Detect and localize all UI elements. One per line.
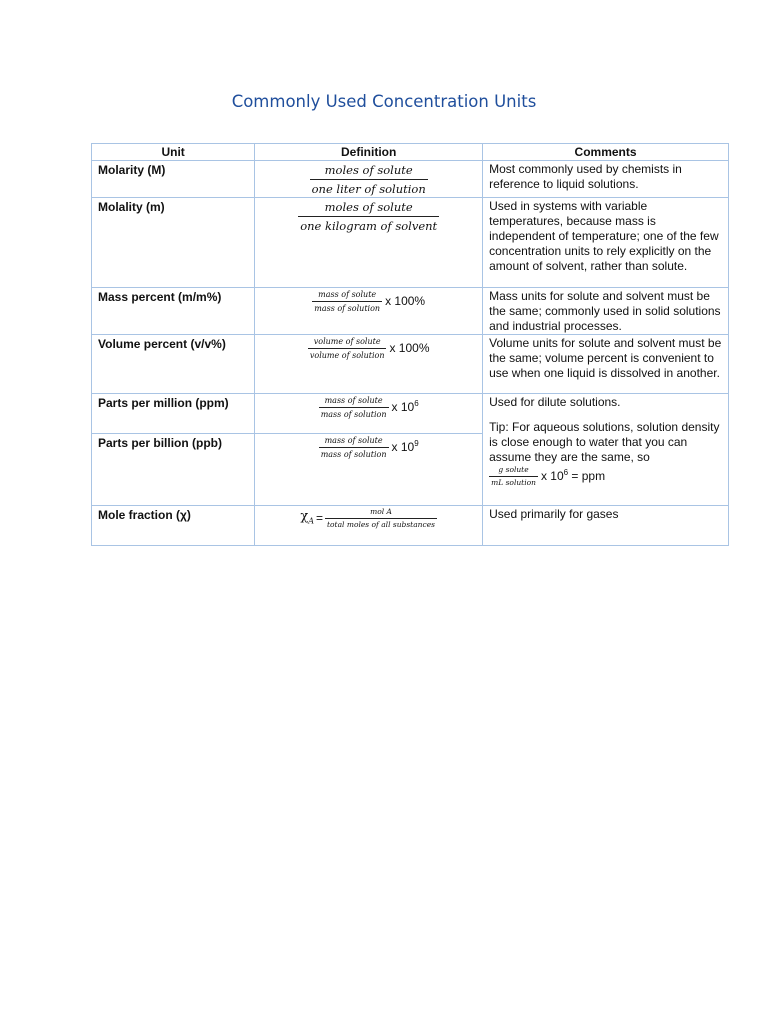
denominator: mL solution	[491, 478, 536, 487]
multiplier-base: x 10	[391, 400, 415, 414]
chi-subscript: A	[308, 516, 315, 526]
comment-cell	[483, 394, 729, 506]
tip-fraction	[489, 465, 538, 488]
unit-cell: Mole fraction (χ)	[92, 506, 255, 546]
unit-cell: Parts per billion (ppb)	[92, 434, 255, 506]
numerator: moles of solute	[310, 162, 428, 180]
definition-cell	[255, 394, 483, 434]
formula-multiplier	[392, 440, 419, 454]
numerator: moles of solute	[298, 199, 439, 217]
denominator: volume of solution	[309, 351, 385, 360]
tip-multiplier	[541, 469, 605, 483]
tip-text: Tip: For aqueous solutions, solution density is close enough to water that you can assume they are the same, so	[489, 420, 720, 464]
denominator: mass of solution	[320, 450, 387, 459]
numerator: g solute	[489, 465, 538, 477]
numerator: mol A	[325, 507, 437, 519]
comment-cell: Most commonly used by chemists in reference to liquid solutions.	[483, 161, 729, 198]
denominator: total moles of all substances	[327, 520, 435, 529]
denominator: mass of solution	[314, 304, 381, 313]
header-unit: Unit	[92, 144, 255, 161]
numerator: volume of solute	[308, 336, 387, 349]
table-header-row	[92, 144, 729, 161]
unit-cell: Parts per million (ppm)	[92, 394, 255, 434]
ppm-formula	[319, 395, 389, 420]
mole-fraction-formula	[325, 507, 437, 530]
table-row-molarity	[92, 161, 729, 198]
comment-cell: Used primarily for gases	[483, 506, 729, 546]
concentration-units-table	[91, 143, 729, 546]
multiplier-base: x 10	[540, 469, 564, 483]
table-row-mass-percent	[92, 288, 729, 335]
comment-cell: Used in systems with variable temperatures, because mass is independent of temperature; one of the few concentration units to rely explicitly on the amount of solvent, rather than solute.	[483, 198, 729, 288]
table-row-volume-percent	[92, 335, 729, 394]
numerator: mass of solute	[312, 289, 382, 302]
unit-cell: Molality (m)	[92, 198, 255, 288]
definition-cell	[255, 335, 483, 394]
unit-cell: Mass percent (m/m%)	[92, 288, 255, 335]
table-row-molality	[92, 198, 729, 288]
ppb-formula	[319, 435, 389, 460]
denominator: mass of solution	[320, 410, 387, 419]
chi-letter: χ	[300, 508, 309, 524]
definition-cell	[255, 288, 483, 335]
numerator: mass of solute	[319, 395, 389, 408]
definition-cell	[255, 434, 483, 506]
denominator: one kilogram of solvent	[300, 219, 438, 233]
spacer	[489, 410, 722, 420]
multiplier-base: x 10	[391, 440, 415, 454]
unit-cell: Volume percent (v/v%)	[92, 335, 255, 394]
comment-cell: Mass units for solute and solvent must be the same; commonly used in solid solutions and industrial processes.	[483, 288, 729, 335]
page-title: Commonly Used Concentration Units	[231, 92, 537, 111]
formula-multiplier: x 100%	[389, 341, 430, 355]
formula-multiplier	[392, 400, 419, 414]
denominator: one liter of solution	[311, 182, 426, 196]
table-row-mole-fraction	[92, 506, 729, 546]
exponent: 6	[563, 468, 569, 477]
unit-cell: Molarity (M)	[92, 161, 255, 198]
table-row-ppm	[92, 394, 729, 434]
molarity-formula	[310, 162, 428, 197]
header-comments: Comments	[483, 144, 729, 161]
numerator: mass of solute	[319, 435, 389, 448]
exponent: 9	[414, 439, 419, 448]
molality-formula	[298, 199, 439, 234]
mass-percent-formula	[312, 289, 382, 314]
equals-sign: =	[316, 511, 324, 525]
definition-cell	[255, 161, 483, 198]
exponent: 6	[414, 399, 419, 408]
tip-formula	[489, 465, 722, 488]
tip-result: = ppm	[568, 469, 606, 483]
header-definition: Definition	[255, 144, 483, 161]
definition-cell	[255, 506, 483, 546]
formula-multiplier: x 100%	[385, 294, 426, 308]
definition-cell	[255, 198, 483, 288]
ppm-comment: Used for dilute solutions.	[489, 395, 621, 409]
comment-cell: Volume units for solute and solvent must be the same; volume percent is convenient to use when one liquid is dissolved in another.	[483, 335, 729, 394]
volume-percent-formula	[308, 336, 387, 361]
chi-symbol	[300, 509, 314, 524]
